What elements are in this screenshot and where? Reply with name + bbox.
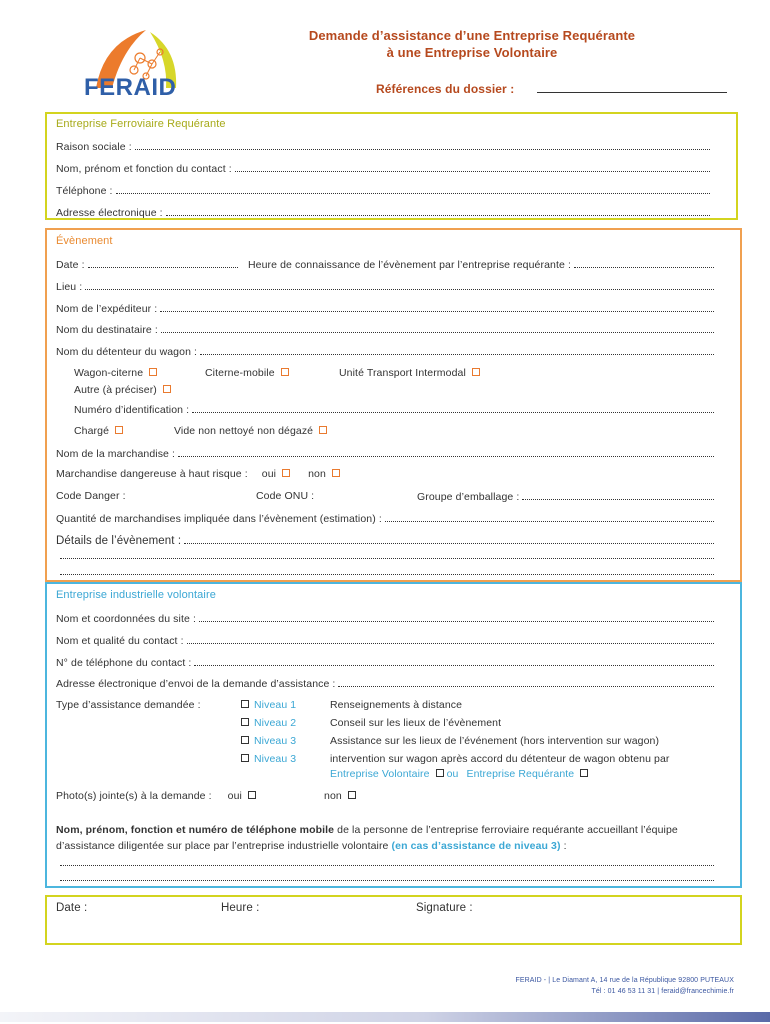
photos-row: [56, 790, 256, 802]
destinataire-field[interactable]: [161, 323, 714, 333]
niveau-1-option[interactable]: [241, 699, 296, 711]
contact-label: Nom, prénom et fonction du contact :: [56, 163, 232, 175]
contact-field[interactable]: [235, 162, 710, 172]
references-input-line[interactable]: [537, 92, 727, 93]
autre-checkbox[interactable]: [163, 385, 171, 393]
accord-requerante-label: Entreprise Requérante: [466, 768, 575, 780]
citerne-mobile-label: Citerne-mobile: [205, 367, 275, 379]
photos-oui-label: oui: [227, 790, 242, 802]
niveau-3b-option[interactable]: [241, 753, 296, 765]
details-label: Détails de l’évènement :: [56, 535, 182, 547]
site-label: Nom et coordonnées du site :: [56, 613, 196, 625]
volontaire-contact-field[interactable]: [187, 634, 714, 644]
autre-label: Autre (à préciser): [74, 384, 157, 396]
charge-checkbox[interactable]: [115, 426, 123, 434]
feraid-logo: [78, 22, 193, 102]
logo-text: FERAID: [84, 74, 177, 101]
photos-non-checkbox[interactable]: [348, 791, 356, 799]
groupe-emballage-label: Groupe d’emballage :: [417, 491, 520, 503]
volontaire-telephone-label: N° de téléphone du contact :: [56, 657, 192, 669]
contact-note-line-1[interactable]: [60, 864, 714, 866]
section-title: Évènement: [56, 235, 113, 247]
accord-ou-label: ou: [446, 768, 459, 780]
site-field[interactable]: [199, 612, 714, 622]
niveau-3-text: Assistance sur les lieux de l’événement (hors intervention sur wagon): [330, 735, 660, 747]
lieu-field[interactable]: [85, 280, 714, 290]
volontaire-contact-label: Nom et qualité du contact :: [56, 635, 184, 647]
section-title: Entreprise Ferroviaire Requérante: [56, 118, 226, 130]
signature-label[interactable]: Signature :: [416, 902, 473, 914]
section-signature: [45, 895, 742, 945]
vide-label: Vide non nettoyé non dégazé: [174, 425, 314, 437]
accord-volontaire-checkbox[interactable]: [436, 769, 444, 777]
expediteur-row: [56, 302, 714, 315]
niveau-3-option[interactable]: [241, 735, 296, 747]
charge-option[interactable]: [74, 425, 123, 437]
niveau-1-text: Renseignements à distance: [330, 699, 463, 711]
uti-option[interactable]: [339, 367, 480, 379]
details-field[interactable]: [184, 534, 714, 544]
section-entreprise-volontaire: [45, 582, 742, 888]
raison-sociale-row: [56, 140, 710, 153]
niveau-1-checkbox[interactable]: [241, 700, 249, 708]
document-title-line1: Demande d’assistance d’une Entreprise Requérante: [308, 28, 636, 43]
date-row: [56, 258, 238, 271]
type-assistance-label: Type d’assistance demandée :: [56, 699, 201, 711]
photos-non-option[interactable]: [324, 790, 356, 802]
vide-checkbox[interactable]: [319, 426, 327, 434]
code-onu-row: [256, 490, 314, 502]
uti-checkbox[interactable]: [472, 368, 480, 376]
numero-identification-row: [74, 403, 714, 416]
date-label: Date :: [56, 259, 85, 271]
telephone-row: [56, 184, 710, 197]
expediteur-field[interactable]: [160, 302, 714, 312]
quantite-row: [56, 512, 714, 525]
contact-note-text: de la personne de l’entreprise ferroviaire requérante accueillant l’équipe d’assistance diligentée sur place par l’entreprise industrielle volontaire: [56, 824, 678, 852]
dangereuse-oui-checkbox[interactable]: [282, 469, 290, 477]
niveau-3b-text: intervention sur wagon après accord du détenteur de wagon obtenu par: [330, 753, 670, 765]
footer-gradient-bar: [0, 1012, 770, 1022]
telephone-label: Téléphone :: [56, 185, 113, 197]
code-onu-label: Code ONU :: [256, 490, 315, 502]
volontaire-telephone-field[interactable]: [194, 656, 714, 666]
heure-connaissance-row: [248, 258, 714, 271]
volontaire-contact-row: [56, 634, 714, 647]
code-danger-label: Code Danger :: [56, 490, 126, 502]
lieu-label: Lieu :: [56, 281, 83, 293]
contact-note-line-2[interactable]: [60, 879, 714, 881]
wagon-citerne-option[interactable]: [74, 367, 157, 379]
email-label: Adresse électronique :: [56, 207, 163, 219]
type-assistance-label-row: [56, 699, 201, 711]
contact-note: [56, 822, 714, 854]
date-field[interactable]: [88, 258, 238, 268]
accord-requerante-checkbox[interactable]: [580, 769, 588, 777]
volontaire-email-field[interactable]: [338, 677, 714, 687]
signature-date-label[interactable]: Date :: [56, 902, 88, 914]
niveau-3b-description: [330, 753, 670, 765]
numero-identification-field[interactable]: [192, 403, 714, 413]
destinataire-row: [56, 323, 714, 336]
raison-sociale-field[interactable]: [135, 140, 710, 150]
photos-oui-checkbox[interactable]: [248, 791, 256, 799]
autre-option[interactable]: [74, 384, 171, 396]
niveau-3-description: [330, 735, 659, 747]
accord-volontaire-label: Entreprise Volontaire: [330, 768, 430, 780]
niveau-2-option[interactable]: [241, 717, 296, 729]
contact-note-bold: Nom, prénom, fonction et numéro de téléphone mobile: [56, 824, 335, 836]
niveau-3-checkbox[interactable]: [241, 736, 249, 744]
expediteur-label: Nom de l’expéditeur :: [56, 303, 158, 315]
marchandise-field[interactable]: [178, 447, 714, 457]
niveau-3b-label: Niveau 3: [254, 753, 297, 765]
dangereuse-non-label: non: [308, 468, 326, 480]
detenteur-label: Nom du détenteur du wagon :: [56, 346, 198, 358]
groupe-emballage-row: [417, 490, 714, 503]
section-title: Entreprise industrielle volontaire: [56, 589, 216, 601]
niveau-2-text: Conseil sur les lieux de l’évènement: [330, 717, 502, 729]
accord-options: [330, 768, 588, 780]
contact-note-end: :: [563, 840, 567, 852]
destinataire-label: Nom du destinataire :: [56, 324, 158, 336]
dangereuse-label: Marchandise dangereuse à haut risque :: [56, 468, 248, 480]
niveau-2-description: [330, 717, 501, 729]
groupe-emballage-field[interactable]: [522, 490, 714, 500]
niveau-3-label: Niveau 3: [254, 735, 297, 747]
volontaire-email-row: [56, 677, 714, 690]
photos-non-label: non: [324, 790, 342, 802]
dangereuse-row: [56, 468, 340, 480]
niveau-2-checkbox[interactable]: [241, 718, 249, 726]
code-danger-row: [56, 490, 126, 502]
telephone-field[interactable]: [116, 184, 710, 194]
email-row: [56, 206, 710, 219]
quantite-field[interactable]: [385, 512, 714, 522]
vide-option[interactable]: [174, 425, 327, 437]
volontaire-telephone-row: [56, 656, 714, 669]
details-line-3[interactable]: [60, 573, 714, 575]
heure-connaissance-label: Heure de connaissance de l’évènement par l’entreprise requérante :: [248, 259, 571, 271]
wagon-citerne-checkbox[interactable]: [149, 368, 157, 376]
site-row: [56, 612, 714, 625]
marchandise-label: Nom de la marchandise :: [56, 448, 176, 460]
niveau-3b-checkbox[interactable]: [241, 754, 249, 762]
email-field[interactable]: [166, 206, 710, 216]
quantite-label: Quantité de marchandises impliquée dans l’évènement (estimation) :: [56, 513, 382, 525]
photos-label: Photo(s) jointe(s) à la demande :: [56, 790, 212, 802]
wagon-citerne-label: Wagon-citerne: [74, 367, 144, 379]
signature-heure-label[interactable]: Heure :: [221, 902, 260, 914]
footer-contact: Tél : 01 46 53 11 31 | feraid@francechimie.fr: [591, 988, 734, 995]
detenteur-row: [56, 345, 714, 358]
references-label: Références du dossier :: [376, 82, 515, 96]
uti-label: Unité Transport Intermodal: [339, 367, 466, 379]
numero-identification-label: Numéro d’identification :: [74, 404, 190, 416]
contact-row: [56, 162, 710, 175]
contact-note-niveau: (en cas d’assistance de niveau 3): [391, 840, 561, 852]
niveau-2-label: Niveau 2: [254, 717, 297, 729]
dangereuse-oui-label: oui: [261, 468, 277, 480]
raison-sociale-label: Raison sociale :: [56, 141, 132, 153]
document-title-line2: à une Entreprise Volontaire: [386, 45, 558, 60]
details-row: [56, 534, 714, 547]
charge-label: Chargé: [74, 425, 110, 437]
citerne-mobile-checkbox[interactable]: [281, 368, 289, 376]
marchandise-row: [56, 447, 714, 460]
volontaire-email-label: Adresse électronique d’envoi de la demande d’assistance :: [56, 678, 336, 690]
lieu-row: [56, 280, 714, 293]
footer-address: FERAID - | Le Diamant A, 14 rue de la République 92800 PUTEAUX: [515, 977, 734, 984]
niveau-1-label: Niveau 1: [254, 699, 297, 711]
citerne-mobile-option[interactable]: [205, 367, 289, 379]
detenteur-field[interactable]: [200, 345, 714, 355]
section-evenement: [45, 228, 742, 582]
niveau-1-description: [330, 699, 462, 711]
dangereuse-non-checkbox[interactable]: [332, 469, 340, 477]
details-line-2[interactable]: [60, 557, 714, 559]
heure-connaissance-field[interactable]: [574, 258, 714, 268]
section-entreprise-requerante: [45, 112, 738, 220]
